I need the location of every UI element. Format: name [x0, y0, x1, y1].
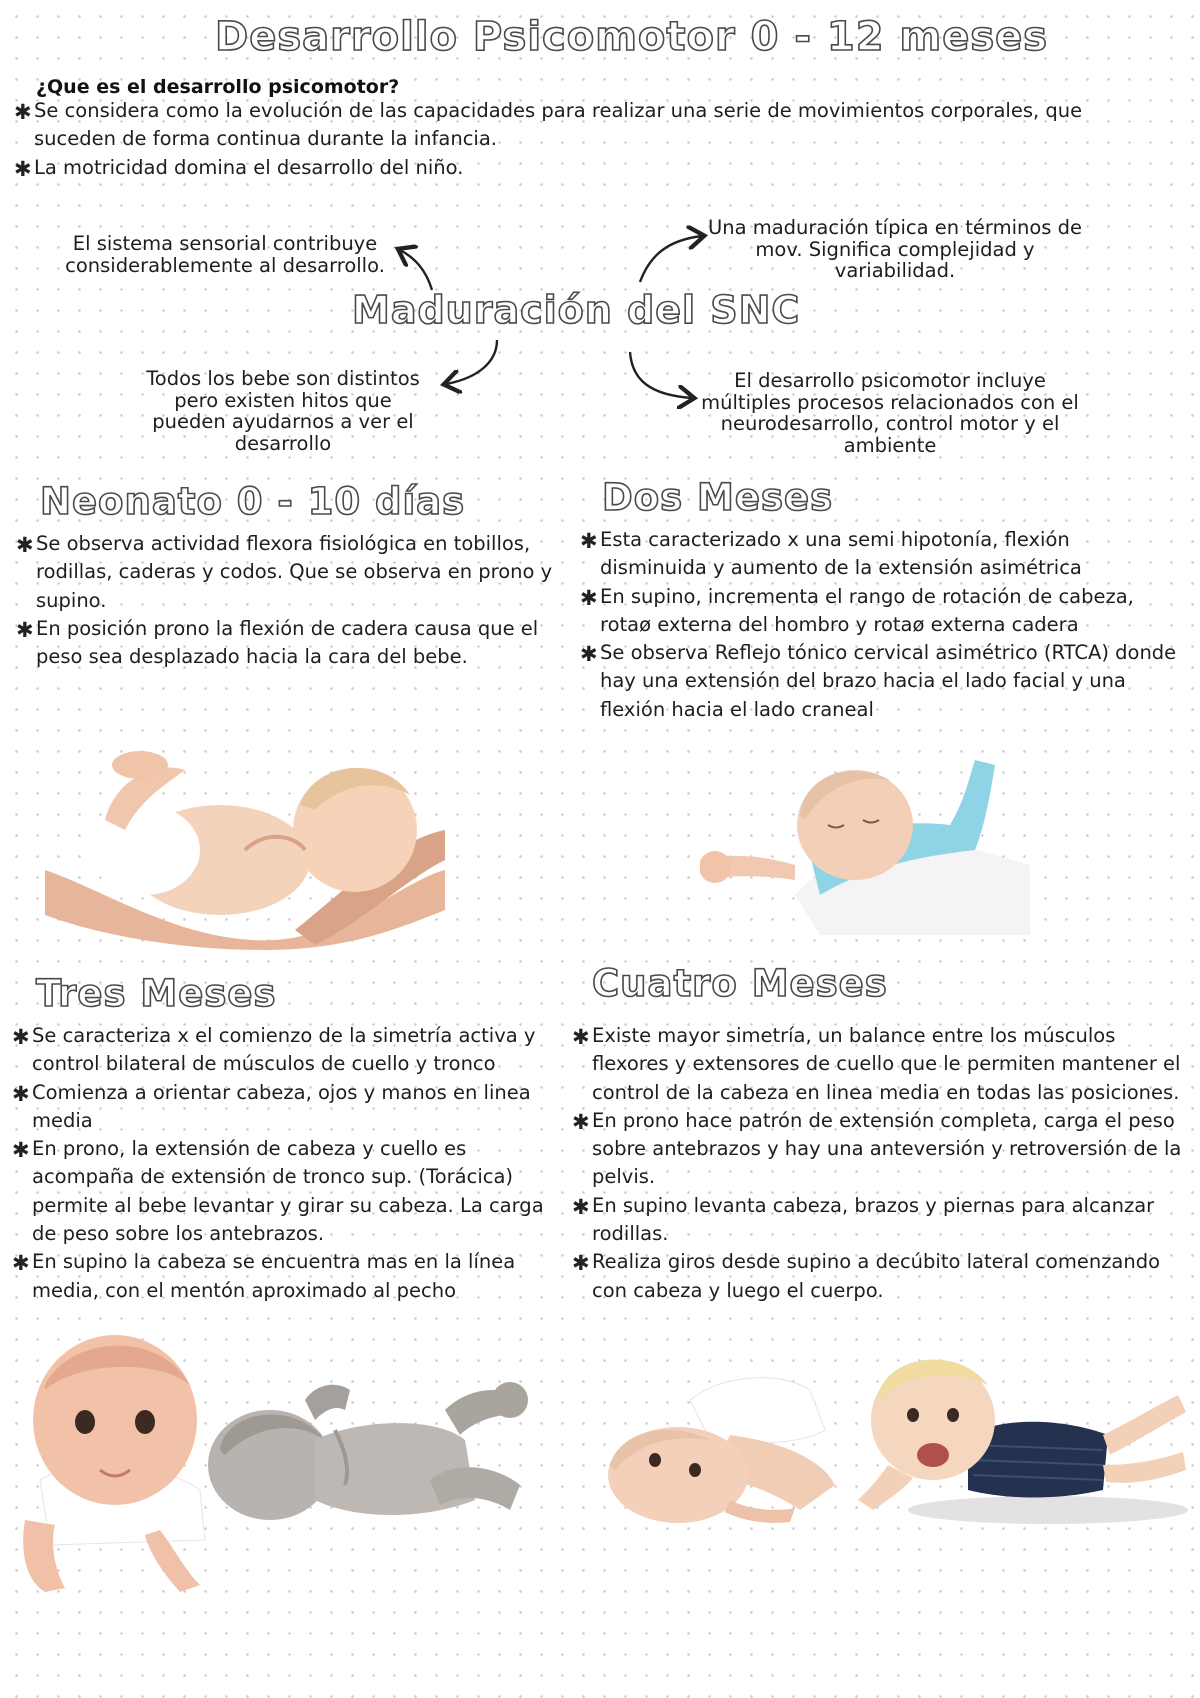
list-item: ✱ En prono hace patrón de extensión completa, carga el peso sobre antebrazos y hay una anteversión y retroversión de la pelvis.	[572, 1108, 1182, 1189]
dos-list	[580, 526, 1180, 724]
photo-newborn-in-hands	[45, 740, 445, 950]
list-item: ✱ En supino, incrementa el rango de rotación de cabeza, rotaø externa del hombro y rotaø externa cadera	[580, 584, 1134, 636]
arrow-top-left	[400, 250, 432, 290]
photo-four-month-prone-baby	[848, 1340, 1190, 1530]
list-item: ✱ En prono, la extensión de cabeza y cuello es acompaña de extensión de tronco sup. (Torácica) permite al bebe levantar y girar su cabeza. La carga de peso sobre los antebrazos.	[12, 1137, 544, 1246]
photo-four-month-side-lying-baby	[600, 1360, 840, 1525]
section-title-neonato: Neonato 0 - 10 días	[40, 480, 466, 523]
section-title-dos: Dos Meses	[602, 476, 834, 519]
photo-two-month-baby	[700, 745, 1030, 935]
note-maduracion: Una maduración típica en términos de mov. Significa complejidad y variabilidad.	[707, 216, 1083, 282]
tres-list	[12, 1022, 552, 1305]
center-title: Maduración del SNC	[352, 288, 801, 332]
asterisk-icon: ✱	[12, 1081, 30, 1106]
list-item: ✱ Se considera como la evolución de las capacidades para realizar una serie de movimientos corporales, que suceden de forma continua durante la infancia.	[14, 99, 1083, 151]
asterisk-icon: ✱	[16, 533, 34, 557]
mindmap-arrows	[0, 0, 1200, 460]
intro-question: ¿Que es el desarrollo psicomotor?	[36, 76, 400, 98]
list-item: ✱ Comienza a orientar cabeza, ojos y manos en linea media	[12, 1080, 531, 1132]
section-title-cuatro: Cuatro Meses	[592, 962, 888, 1005]
asterisk-icon: ✱	[14, 156, 32, 181]
arrow-bottom-left	[446, 340, 497, 384]
asterisk-icon: ✱	[572, 1025, 590, 1049]
list-item: ✱ En supino levanta cabeza, brazos y piernas para alcanzar rodillas.	[572, 1193, 1155, 1246]
asterisk-icon: ✱	[572, 1109, 590, 1134]
list-item: ✱ La motricidad domina el desarrollo del niño.	[14, 154, 1144, 182]
neonato-list	[16, 530, 556, 671]
photo-three-month-supine-baby	[205, 1370, 535, 1545]
list-item: ✱ Esta caracterizado x una semi hipotonía, flexión disminuida y aumento de la extensión asimétrica	[580, 528, 1082, 580]
list-item: ✱ En posición prono la flexión de cadera causa que el peso sea desplazado hacia la cara del bebe.	[16, 616, 539, 669]
list-item: ✱ Se caracteriza x el comienzo de la simetría activa y control bilateral de músculos de cuello y tronco	[12, 1024, 536, 1076]
section-title-tres: Tres Meses	[36, 972, 277, 1015]
photo-three-month-prone-baby	[10, 1330, 215, 1600]
asterisk-icon: ✱	[580, 585, 598, 610]
list-item: ✱ Existe mayor simetría, un balance entre los músculos flexores y extensores de cuello que le permiten mantener el control de la cabeza en linea media en todas las posiciones.	[572, 1024, 1181, 1104]
asterisk-icon: ✱	[16, 617, 34, 642]
arrow-top-right	[640, 236, 702, 282]
note-bebes: Todos los bebe son distintos pero existen hitos que pueden ayudarnos a ver el desarrollo	[146, 367, 420, 455]
asterisk-icon: ✱	[572, 1194, 590, 1219]
list-item: ✱ En supino la cabeza se encuentra mas en la línea media, con el mentón aproximado al pecho	[12, 1250, 516, 1302]
note-desarrollo: El desarrollo psicomotor incluye múltiples procesos relacionados con el neurodesarrollo, control motor y el ambiente	[701, 369, 1079, 457]
asterisk-icon: ✱	[12, 1251, 30, 1276]
page-title: Desarrollo Psicomotor 0 - 12 meses	[215, 14, 1049, 60]
list-item: ✱ Realiza giros desde supino a decúbito lateral comenzando con cabeza y luego el cuerpo.	[572, 1250, 1161, 1302]
asterisk-icon: ✱	[14, 100, 32, 124]
asterisk-icon: ✱	[12, 1025, 30, 1049]
note-sensorial: El sistema sensorial contribuye considerablemente al desarrollo.	[65, 232, 385, 277]
asterisk-icon: ✱	[572, 1251, 590, 1276]
asterisk-icon: ✱	[580, 529, 598, 553]
cuatro-list	[572, 1022, 1192, 1305]
list-item: ✱ Se observa Reflejo tónico cervical asimétrico (RTCA) donde hay una extensión del brazo hacia el lado facial y una flexión hacia el lado craneal	[580, 641, 1177, 721]
list-item: ✱ Se observa actividad flexora fisiológica en tobillos, rodillas, caderas y codos. Que se observa en prono y supino.	[16, 532, 553, 612]
arrow-bottom-right	[630, 352, 692, 398]
asterisk-icon: ✱	[580, 642, 598, 667]
asterisk-icon: ✱	[12, 1138, 30, 1163]
